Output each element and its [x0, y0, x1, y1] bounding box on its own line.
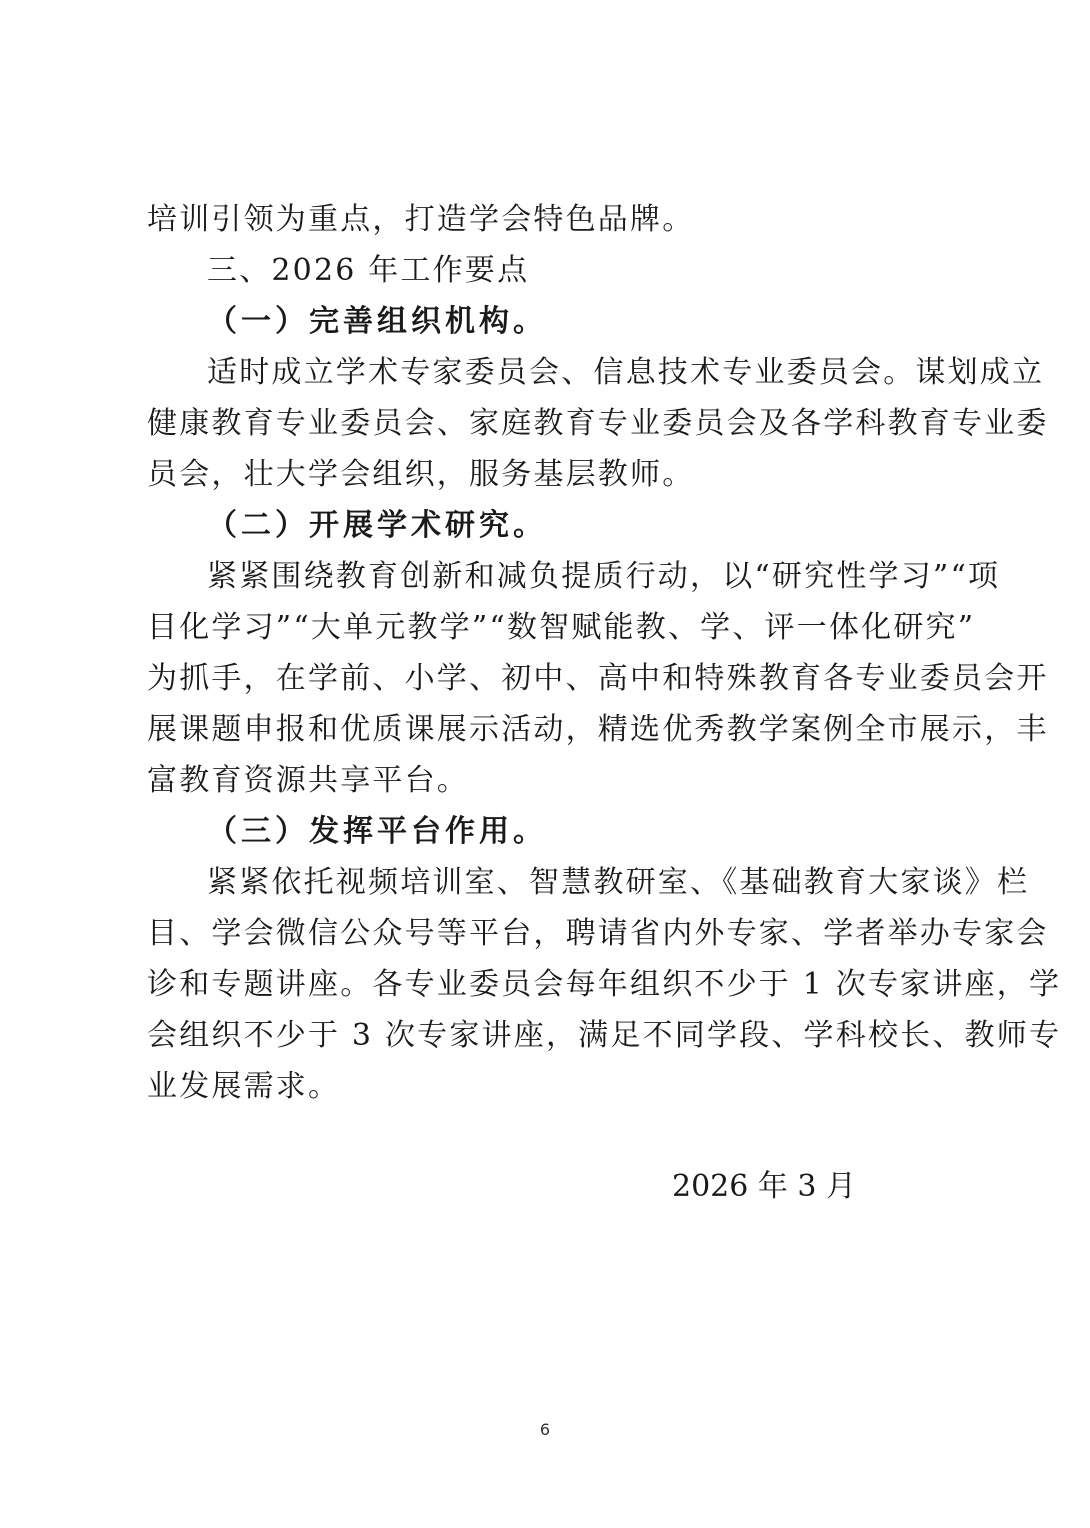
paragraph-line: 紧紧依托视频培训室、智慧教研室、《基础教育大家谈》栏 [207, 865, 1030, 900]
subsection-heading-3: （三）发挥平台作用。 [207, 814, 547, 849]
paragraph-line: 富教育资源共享平台。 [147, 763, 469, 798]
paragraph-line: 诊和专题讲座。各专业委员会每年组织不少于 1 次专家讲座，学 [147, 967, 1062, 1002]
paragraph-line: 适时成立学术专家委员会、信息技术专业委员会。谋划成立 [207, 355, 1045, 390]
paragraph-line: 健康教育专业委员会、家庭教育专业委员会及各学科教育专业委 [147, 406, 1049, 441]
page-number: 6 [539, 1420, 551, 1439]
paragraph-line: 紧紧围绕教育创新和减负提质行动，以“研究性学习”“项 [207, 559, 1001, 594]
paragraph-line: 会组织不少于 3 次专家讲座，满足不同学段、学科校长、教师专 [147, 1018, 1062, 1053]
paragraph-line: 为抓手，在学前、小学、初中、高中和特殊教育各专业委员会开 [147, 661, 1049, 696]
paragraph-line: 员会，壮大学会组织，服务基层教师。 [147, 457, 695, 492]
paragraph-line: 展课题申报和优质课展示活动，精选优秀教学案例全市展示，丰 [147, 712, 1049, 747]
paragraph-line: 业发展需求。 [147, 1069, 341, 1104]
subsection-heading-1: （一）完善组织机构。 [207, 304, 547, 339]
paragraph-line: 目、学会微信公众号等平台，聘请省内外专家、学者举办专家会 [147, 916, 1049, 951]
paragraph-line: 目化学习”“大单元教学”“数智赋能教、学、评一体化研究” [147, 610, 976, 645]
document-date: 2026 年 3 月 [672, 1169, 857, 1204]
paragraph-line: 培训引领为重点，打造学会特色品牌。 [147, 202, 695, 237]
subsection-heading-2: （二）开展学术研究。 [207, 508, 547, 543]
section-heading: 三、2026 年工作要点 [207, 253, 530, 288]
